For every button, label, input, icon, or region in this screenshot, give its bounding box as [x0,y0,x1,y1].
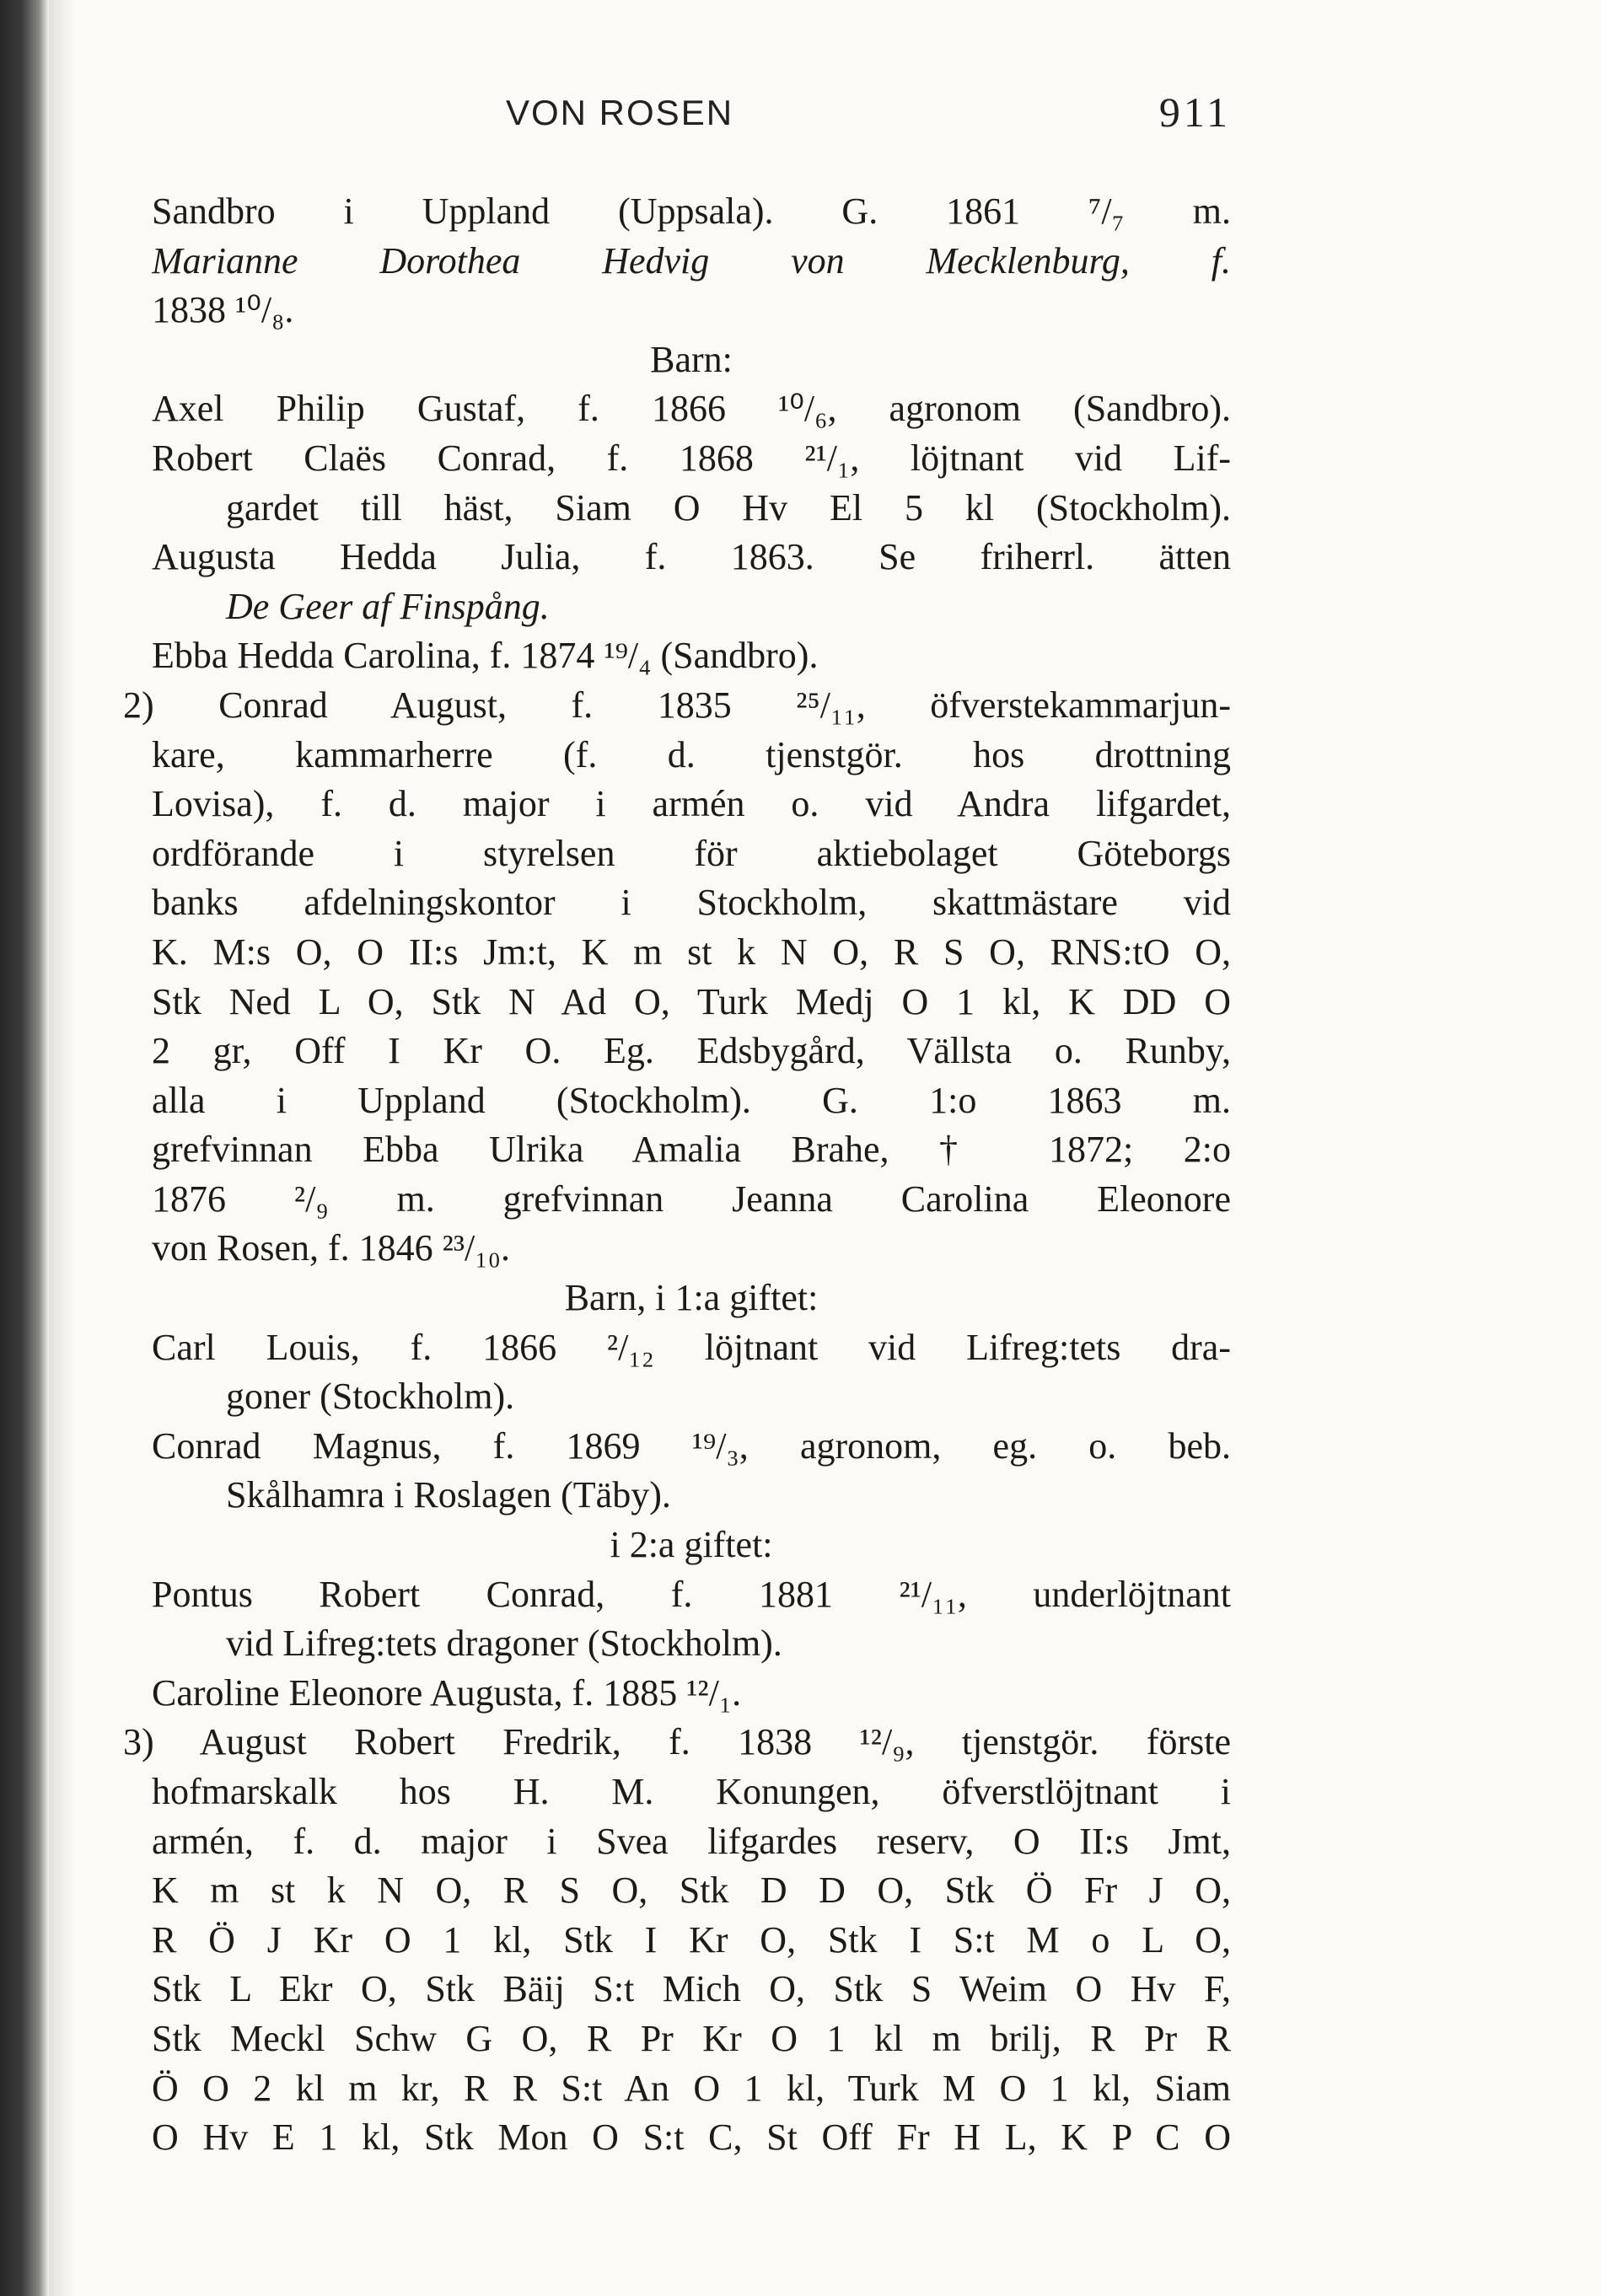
text-line: 1838 ¹⁰/₈. [152,289,294,331]
text-line: Augusta Hedda Julia, f. 1863. Se friherrl. ätten [152,536,1231,578]
section-heading: Barn: [650,338,733,380]
text-line: armén, f. d. major i Svea lifgardes reserv, O II:s Jmt, [152,1820,1231,1862]
text-line: Skålhamra i Roslagen (Täby). [226,1474,671,1516]
text-line: Sandbro i Uppland (Uppsala). G. 1861 ⁷/₇ m. [152,190,1231,232]
text-line: K m st k N O, R S O, Stk D D O, Stk Ö Fr J O, [152,1870,1231,1912]
text-line: ordförande i styrelsen för aktiebolaget Göteborgs [152,832,1231,874]
text-line: 1876 ²/₉ m. grefvinnan Jeanna Carolina Eleonore [152,1178,1231,1220]
text-line: O Hv E 1 kl, Stk Mon O S:t C, St Off Fr H L, K P C O [152,2116,1231,2159]
text-line: von Rosen, f. 1846 ²³/₁₀. [152,1227,510,1269]
text-line: Caroline Eleonore Augusta, f. 1885 ¹²/₁. [152,1671,742,1714]
text-line: Stk Ned L O, Stk N Ad O, Turk Medj O 1 kl, K DD O [152,980,1231,1022]
text-line: gardet till häst, Siam O Hv El 5 kl (Stockholm). [226,486,1231,528]
text-line: Ö O 2 kl m kr, R R S:t An O 1 kl, Turk M O 1 kl, Siam [152,2067,1231,2109]
text-line: Axel Philip Gustaf, f. 1866 ¹⁰/₆, agronom (Sandbro). [152,388,1231,430]
text-line: 3) August Robert Fredrik, f. 1838 ¹²/₉, tjenstgör. förste [123,1721,1231,1763]
text-line: kare, kammarherre (f. d. tjenstgör. hos drottning [152,733,1231,775]
book-page [123,84,1231,2163]
section-heading: i 2:a giftet: [610,1524,773,1566]
text-line: Stk L Ekr O, Stk Bäij S:t Mich O, Stk S Weim O Hv F, [152,1968,1231,2010]
text-line: grefvinnan Ebba Ulrika Amalia Brahe, † 1872; 2:o [152,1129,1231,1171]
text-line: K. M:s O, O II:s Jm:t, K m st k N O, R S O, RNS:tO O, [152,931,1231,973]
text-line: Marianne Dorothea Hedvig von Mecklenburg, f. [152,239,1231,282]
text-line: R Ö J Kr O 1 kl, Stk I Kr O, Stk I S:t M o L O, [152,1918,1231,1961]
running-title: VON ROSEN [506,93,734,132]
text-line: Robert Claës Conrad, f. 1868 ²¹/₁, löjtnant vid Lif- [152,437,1231,479]
text-line: Ebba Hedda Carolina, f. 1874 ¹⁹/₄ (Sandbro). [152,635,819,677]
text-line: alla i Uppland (Stockholm). G. 1:o 1863 m. [152,1079,1231,1121]
gutter-shade [49,0,74,2296]
book-spine-shadow [0,0,49,2296]
text-line: banks afdelningskontor i Stockholm, skattmästare vid [152,882,1231,924]
text-line: De Geer af Finspång. [226,585,550,627]
text-line: 2 gr, Off I Kr O. Eg. Edsbygård, Vällsta o. Runby, [152,1030,1231,1072]
text-line: Lovisa), f. d. major i armén o. vid Andra lifgardet, [152,783,1231,825]
page-body [123,187,1231,2163]
text-line: hofmarskalk hos H. M. Konungen, öfverstlöjtnant i [152,1771,1231,1812]
text-line: goner (Stockholm). [226,1376,515,1418]
text-line: vid Lifreg:tets dragoner (Stockholm). [226,1623,782,1665]
text-line: Conrad Magnus, f. 1869 ¹⁹/₃, agronom, eg. o. beb. [152,1424,1231,1467]
text-line: Stk Meckl Schw G O, R Pr Kr O 1 kl m brilj, R Pr R [152,2017,1231,2059]
text-line: 2) Conrad August, f. 1835 ²⁵/₁₁, öfverstekammarjun- [123,684,1231,726]
section-heading: Barn, i 1:a giftet: [564,1277,819,1319]
page-number: 911 [1158,89,1231,136]
text-line: Carl Louis, f. 1866 ²/₁₂ löjtnant vid Lifreg:tets dra- [152,1326,1231,1368]
text-line: Pontus Robert Conrad, f. 1881 ²¹/₁₁, underlöjtnant [152,1573,1231,1615]
running-header [152,84,1231,145]
